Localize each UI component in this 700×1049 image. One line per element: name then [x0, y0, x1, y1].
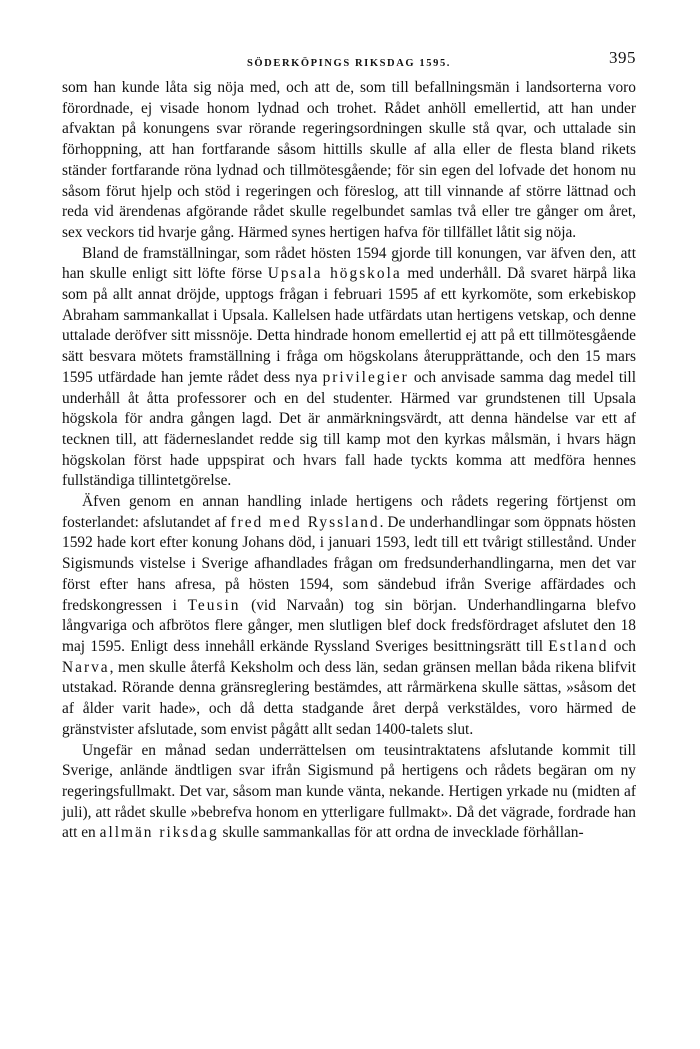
paragraph: [62, 492, 636, 740]
paragraph-text: som han kunde låta sig nöja med, och att de, som till befallningsmän i landsorterna voro förordnade, ej visade honom lydnad och trohet. Rådet anhöll emellertid, att han under afvaktan på konungens svar rörande regeringsordningen skulle stå qvar, och uttalade sin förhoppning, att han fortfarande såsom hittills skulle af alla eller de flesta bland rikets ständer fortfarande röna lydnad och tillmötesgående; för sin egen del lofvade det honom nu såsom förut hjelp och stöd i regeringen och föreslog, att till vinnande af större lättnad och reda vid ärendenas afgörande rådet skulle regelbundet samlas två eller tre gånger om året, sex veckors tid hvarje gång. Härmed synes hertigen hafva för tillfället låtit sig nöja.: [62, 79, 636, 241]
paragraph-text: (vid Narvaån) tog sin början. Underhandlingarna blefvo långvariga och afbrötos flere gånger, men slutligen blef dock fredsfördraget afslutet den 18 maj 1595. Enligt dess innehåll erkände Ryssland Sveriges besittningsrätt till: [62, 596, 637, 655]
paragraph-text: Äfven genom en annan handling inlade hertigens och rådets regering förtjenst om fosterlandet: afslutandet af: [62, 493, 636, 531]
paragraph: [62, 244, 636, 492]
emphasized-text: Narva: [62, 658, 110, 676]
paragraph-text: , men skulle återfå Keksholm och dess län, sedan gränsen mellan båda rikena blifvit utstakad. Rörande denna gränsreglering bestämdes, att rårmärkena skulle sättas, »såsom det af ålder varit hade», och då detta stadgande året derpå verkstäldes, voro härmed de gränstvister afslutade, som envist pågått allt sedan 1400-talets slut.: [62, 658, 636, 738]
emphasized-text: Upsala högskola: [267, 265, 402, 283]
paragraph-text: och anvisade samma dag medel till underhåll åt åtta professorer och en del studenter. Härmed var grundstenen till Upsala högskola för andra gången lagd. Det är anmärkningsvärdt, att denna händelse var ett af tecknen till, att fäderneslandet redde sig till kamp mot den kyrkas målsmän, i hvars hägn högskolan först hade uppspirat och hvars fall hade tyckts komma att medföra hennes fullständiga tillintetgörelse.: [62, 368, 636, 490]
paragraph-text: Ungefär en månad sedan underrättelsen om teusintraktatens afslutande kommit till Sverige, anlände ändtligen svar ifrån Sigismund på hertigens och rådets begäran om ny regeringsfullmakt. Det var, såsom man kunde vänta, nekande. Hertigen yrkade nu (midten af juli), att rådet skulle »bebrefva honom en ytterligare fullmakt». Då det vägrade, fordrade han att en: [62, 741, 636, 842]
body-text: [62, 78, 636, 844]
running-head: [62, 48, 636, 74]
paragraph-text: och: [608, 637, 636, 655]
running-title: SÖDERKÖPINGS RIKSDAG 1595.: [246, 58, 452, 69]
book-page: [62, 48, 636, 844]
paragraph: [62, 741, 636, 845]
emphasized-text: fred med Ryssland: [230, 513, 380, 531]
emphasized-text: Estland: [548, 637, 609, 655]
paragraph: [62, 78, 636, 244]
paragraph-text: Bland de framställningar, som rådet hösten 1594 gjorde till konungen, var äfven den, att han skulle enligt sitt löfte förse: [62, 244, 636, 283]
emphasized-text: Teusin: [187, 596, 241, 614]
paragraph-text: med underhåll. Då svaret härpå lika som på allt annat dröjde, upptogs frågan i februari 1595 af ett kyrkomöte, som erkebiskop Abraham sammankallat i Upsala. Kallelsen hade utfärdats utan hertigens vetskap, och denne uttalade deröfver sitt missnöje. Detta hindrade honom emellertid ej att på ett tillmötesgående sätt besvara mötets framställning i fråga om högskolans återupprättande, och den 15 mars 1595 utfärdade han jemte rådet dess nya: [62, 265, 636, 386]
page-number: 395: [609, 48, 636, 67]
emphasized-text: allmän riksdag: [99, 824, 219, 842]
emphasized-text: privilegier: [322, 368, 409, 386]
paragraph-text: skulle sammankallas för att ordna de invecklade förhållan-: [218, 824, 584, 842]
paragraph-text: . De underhandlingar som öppnats hösten 1592 hade kort efter konung Johans död, i januari 1593, ledt till ett tvårigt stillestånd. Under Sigismunds vistelse i Sverige afhandlades frågan om fredsunderhandlingarna, men det var först efter hans afresa, på hösten 1594, som sändebud ifrån Sverige affärdades och fredskongressen i: [62, 513, 636, 614]
